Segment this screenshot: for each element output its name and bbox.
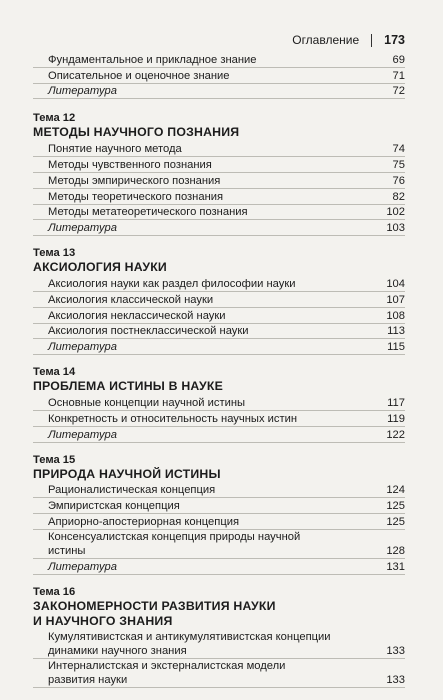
toc-entry-page: 71	[392, 69, 405, 82]
toc-entry[interactable]	[33, 141, 405, 157]
toc-entry[interactable]	[33, 339, 405, 355]
toc-entry-title	[48, 630, 378, 658]
toc-entry[interactable]	[33, 220, 405, 236]
toc-entry[interactable]	[33, 205, 405, 221]
toc-entry[interactable]	[33, 395, 405, 411]
toc-entry[interactable]	[33, 173, 405, 189]
toc-entry-page: 75	[392, 158, 405, 171]
theme-title[interactable]: ПРОБЛЕМА ИСТИНЫ В НАУКЕ	[33, 379, 223, 394]
toc-entry[interactable]	[33, 52, 405, 68]
header-page-number: 173	[384, 33, 405, 47]
toc-entry-title: Аксиология неклассической науки	[48, 309, 226, 322]
toc-entry-title: Аксиология науки как раздел философии науки	[48, 277, 296, 290]
toc-entry-title: Понятие научного метода	[48, 143, 182, 156]
toc-entry-title: Фундаментальное и прикладное знание	[48, 53, 257, 66]
toc-entry[interactable]	[33, 411, 405, 427]
theme-title[interactable]: АКСИОЛОГИЯ НАУКИ	[33, 260, 167, 275]
toc-entry-title: Литература	[48, 85, 117, 98]
toc-entry-title: Аксиология классической науки	[48, 293, 214, 306]
theme-title-line: И НАУЧНОГО ЗНАНИЯ	[33, 613, 173, 628]
toc-entry-title: Аксиология постнеклассической науки	[48, 325, 249, 338]
theme-number: Тема 15	[33, 453, 76, 466]
toc-entry-page: 115	[387, 341, 405, 354]
theme-title-line: ЗАКОНОМЕРНОСТИ РАЗВИТИЯ НАУКИ	[33, 598, 276, 613]
toc-entry-line: развития науки	[48, 673, 128, 686]
toc-entry-page: 69	[392, 53, 405, 66]
theme-title[interactable]	[33, 599, 405, 629]
toc-entry-title: Методы чувственного познания	[48, 158, 212, 171]
toc-entry[interactable]	[33, 530, 405, 559]
toc-entry-title: Методы метатеоретического познания	[48, 206, 248, 219]
toc-entry-page: 117	[387, 396, 405, 409]
toc-entry-title: Основные концепции научной истины	[48, 396, 246, 409]
toc-entry-title: Литература	[48, 428, 117, 441]
toc-entry-line: Интерналистская и экстерналистская модели	[48, 659, 286, 672]
toc-entry-title	[48, 530, 378, 558]
toc-entry-page: 131	[386, 560, 405, 573]
toc-entry[interactable]	[33, 514, 405, 530]
toc-entry[interactable]	[33, 189, 405, 205]
toc-entry-line: динамики научного знания	[48, 644, 187, 657]
toc-entry-title: Литература	[48, 222, 117, 235]
toc-entry-title: Априорно-апостериорная концепция	[48, 515, 240, 528]
toc-entry-title: Эмпиристская концепция	[48, 500, 180, 513]
toc-entry[interactable]	[33, 427, 405, 443]
toc-entry-page: 104	[386, 277, 405, 290]
toc-entry-page: 125	[386, 515, 405, 528]
theme-title[interactable]: ПРИРОДА НАУЧНОЙ ИСТИНЫ	[33, 466, 221, 481]
toc-entry-page: 103	[386, 222, 405, 235]
theme-number: Тема 13	[33, 247, 76, 260]
toc-entry-line: Консенсуалистская концепция природы научной	[48, 530, 301, 543]
toc-entry[interactable]	[33, 483, 405, 499]
toc-entry-page: 102	[386, 206, 405, 219]
theme-number: Тема 12	[33, 112, 76, 125]
toc-entry-line: Кумулятивистская и антикумулятивистская концепции	[48, 630, 331, 643]
toc-entry[interactable]	[33, 84, 405, 100]
toc-entry[interactable]	[33, 292, 405, 308]
toc-entry-title: Литература	[48, 341, 117, 354]
theme-number: Тема 16	[33, 585, 76, 598]
toc-entry[interactable]	[33, 559, 405, 575]
table-of-contents	[33, 52, 405, 688]
toc-entry-title: Методы эмпирического познания	[48, 174, 221, 187]
theme-title[interactable]: МЕТОДЫ НАУЧНОГО ПОЗНАНИЯ	[33, 125, 240, 140]
toc-entry-line: истины	[48, 544, 86, 557]
toc-entry[interactable]	[33, 276, 405, 292]
toc-entry-page: 122	[386, 428, 405, 441]
toc-entry-page: 133	[386, 673, 405, 686]
toc-entry[interactable]	[33, 498, 405, 514]
toc-entry-page: 74	[392, 143, 405, 156]
toc-entry-page: 82	[392, 190, 405, 203]
toc-entry-page: 128	[386, 544, 405, 557]
toc-entry-page: 133	[386, 644, 405, 657]
toc-entry-page: 124	[386, 484, 405, 497]
toc-entry-title: Рационалистическая концепция	[48, 484, 216, 497]
toc-entry[interactable]	[33, 630, 405, 659]
toc-entry[interactable]	[33, 308, 405, 324]
toc-entry[interactable]	[33, 659, 405, 688]
toc-entry-title: Литература	[48, 560, 117, 573]
toc-entry-page: 72	[392, 85, 405, 98]
running-header	[292, 33, 405, 47]
toc-entry-page: 76	[392, 174, 405, 187]
toc-entry[interactable]	[33, 324, 405, 340]
toc-entry-page: 125	[386, 500, 405, 513]
toc-entry-page: 108	[386, 309, 405, 322]
toc-entry[interactable]	[33, 68, 405, 84]
theme-number: Тема 14	[33, 366, 76, 379]
header-separator	[371, 34, 372, 47]
toc-entry-page: 113	[387, 325, 405, 338]
toc-entry-title: Конкретность и относительность научных истин	[48, 412, 298, 425]
toc-entry-page: 107	[386, 293, 405, 306]
toc-entry-title: Описательное и оценочное знание	[48, 69, 230, 82]
toc-entry-title	[48, 659, 378, 687]
toc-entry-page: 119	[387, 412, 405, 425]
toc-entry[interactable]	[33, 157, 405, 173]
toc-entry-title: Методы теоретического познания	[48, 190, 224, 203]
header-title: Оглавление	[292, 33, 360, 47]
